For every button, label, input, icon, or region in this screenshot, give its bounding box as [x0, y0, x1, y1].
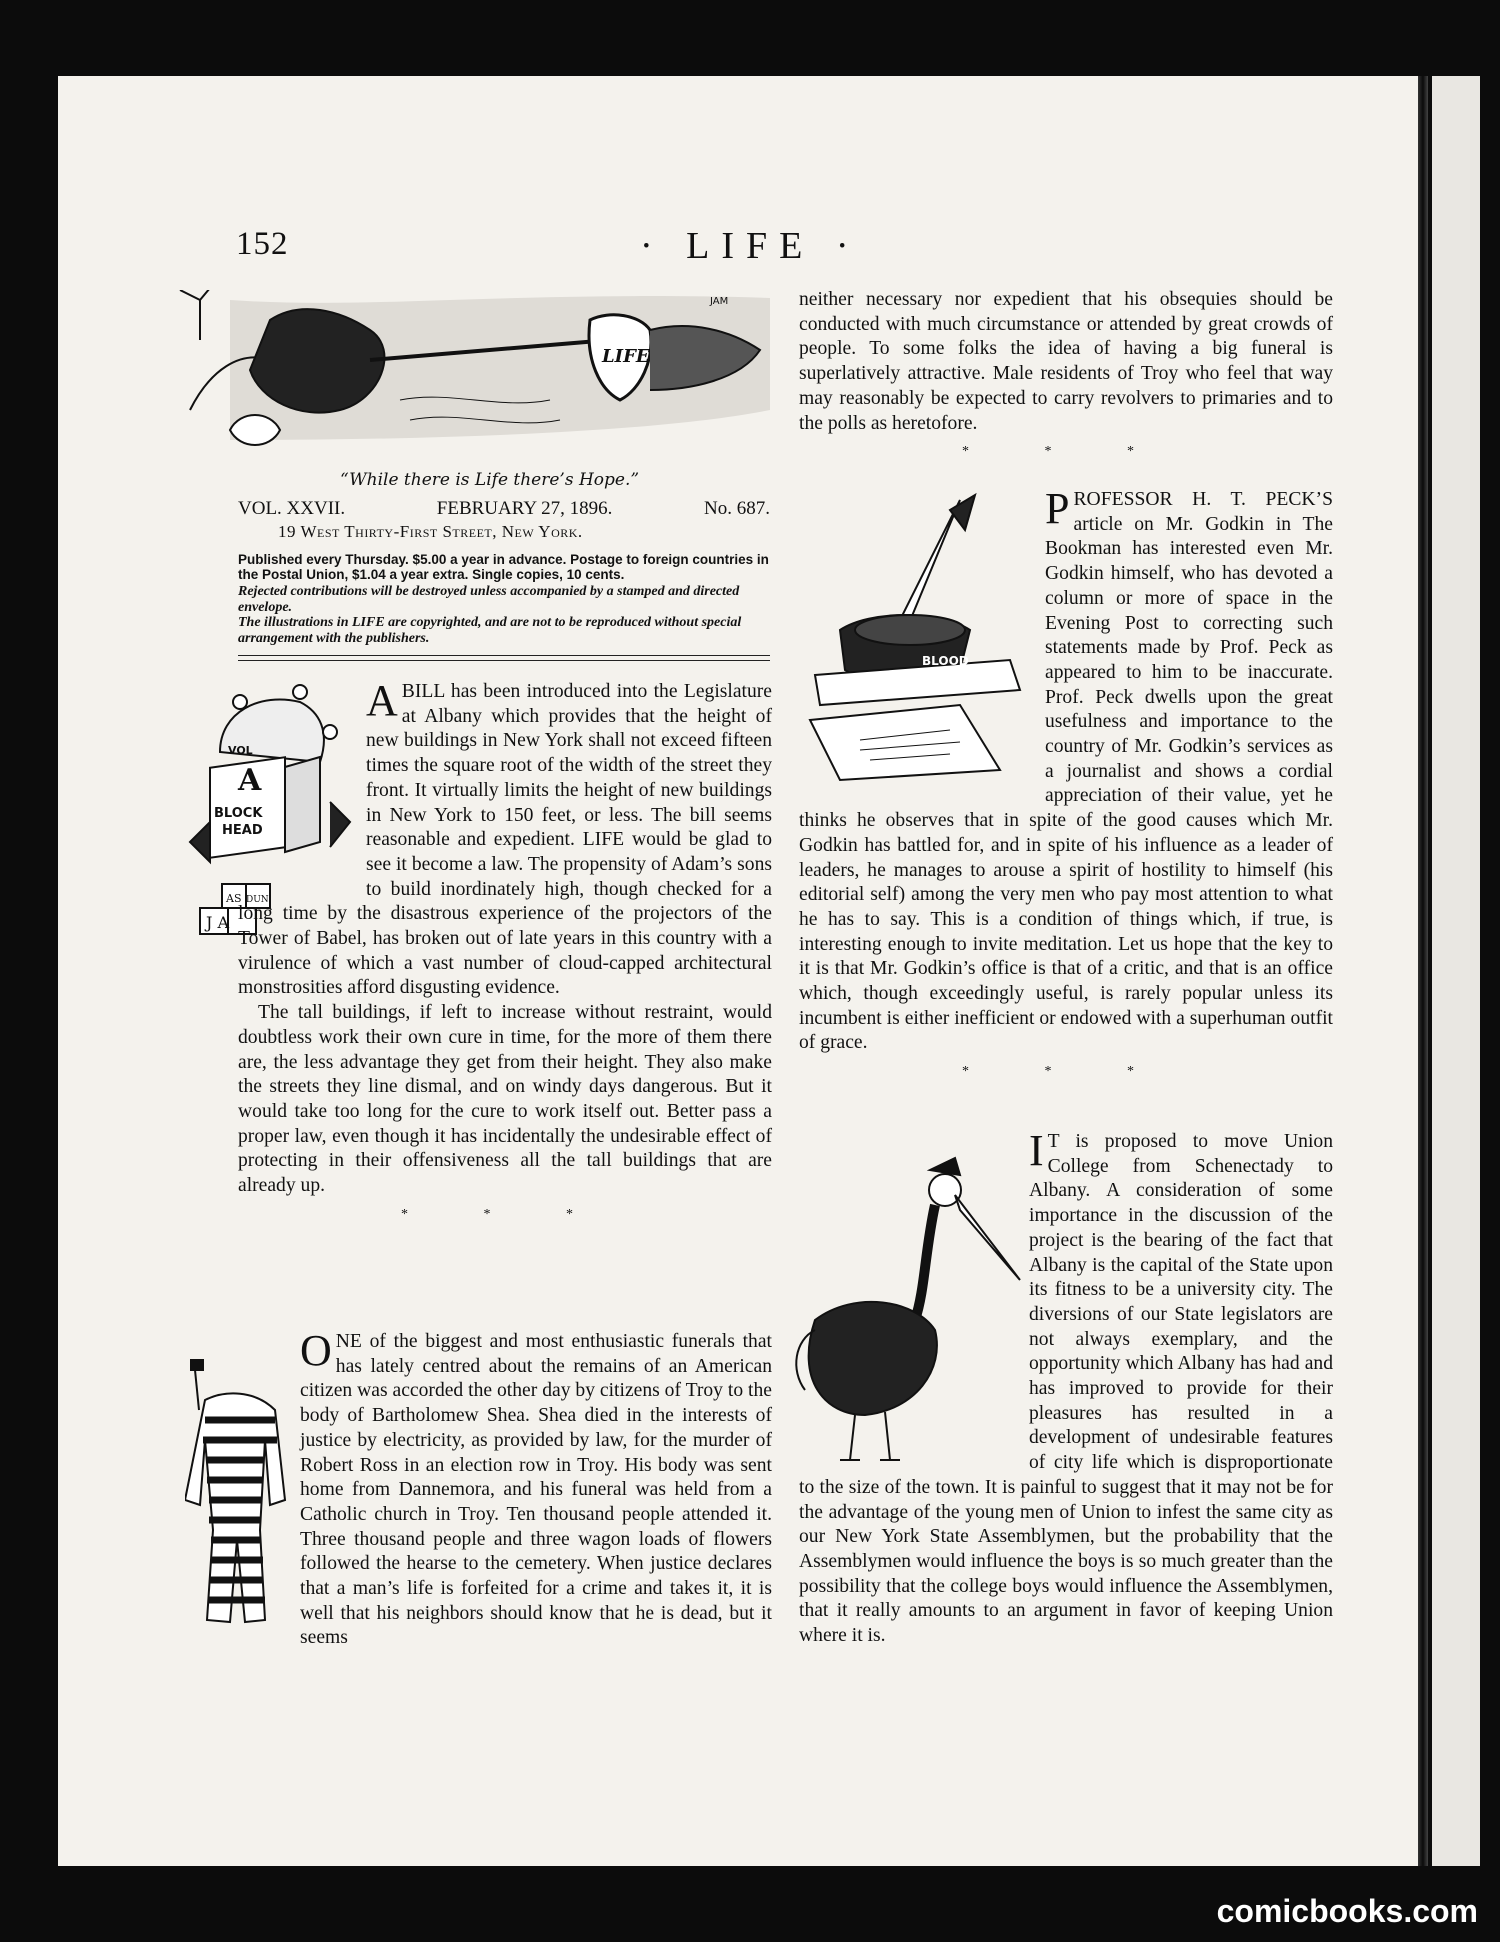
issue-number: No. 687.	[704, 498, 770, 519]
section-separator: * * *	[962, 1064, 1170, 1080]
copyright-notice: The illustrations in LIFE are copyrighted, and are not to be reproduced without special arrangement with the publishers.	[238, 615, 742, 646]
header-rule	[238, 655, 770, 661]
bill-paragraph-1: BILL has been introduced into the Legislature at Albany which provides that the height of new buildings in New York shall not exceed fifteen times the square root of the width of the street they front. It virtually limits the height of new buildings in New York to 150 feet, or less. The bill seems reasonable and expedient. LIFE would be glad to see it become a law. The propensity of Adam’s sons to build inordinately high, though checked for a long time by the disastrous experience of the projectors of the Tower of Babel, has broken out of late years in this country with a virulence of which a vast number of cloud-capped architectural monstrosities afford disgusting evidence.	[238, 681, 772, 999]
publisher-address: 19 West Thirty-First Street, New York.	[278, 522, 583, 541]
float-spacer	[238, 1330, 300, 1640]
volume-number: VOL. XXVII.	[238, 498, 346, 519]
section-separator: * * *	[962, 444, 1170, 460]
publication-notice: Published every Thursday. $5.00 a year in advance. Postage to foreign countries in the Postal Union, $1.04 a year extra. Single copies, 10 cents.	[238, 552, 769, 582]
section-separator: * * *	[401, 1206, 609, 1222]
dropcap-a: A	[366, 676, 398, 725]
page-number: 152	[236, 226, 289, 262]
small-block-as: AS	[226, 892, 242, 905]
page-gutter	[1418, 76, 1428, 1866]
bill-paragraph-2: The tall buildings, if left to increase without restraint, would doubtless work their own cure in time, for the more of them there are, the less advantage they get from their height. They also make the streets they line dismal, and on windy days dangerous. But it would take too long for the cure to work itself out. Better pass a proper law, even though it has incidentally the undesirable effect of protecting in their offensiveness all the tall buildings that are already up.	[238, 1002, 772, 1197]
article-tall-buildings	[238, 676, 772, 1231]
peck-paragraph: ROFESSOR H. T. PECK’S article on Mr. Godkin in The Bookman has interested even Mr. Godkin himself, who has devoted a column or more of space in the Evening Post to correcting such statements made by Prof. Peck as appeared to him to be inaccurate. Prof. Peck dwells upon the great usefulness and importance to the country of Mr. Godkin’s services as a journalist and shows a cordial appreciation of their value, yet he thinks he observes that in spite of the good causes which Mr. Godkin has battled for, and in spite of his influence as a leader of leaders, he manages to arouse a spirit of hostility to himself (his editorial self) among the very men who pay most attention to what he has to say. This is a condition of things which, if true, is interesting enough to invite meditation. Let us hope that the key to it is that Mr. Godkin’s office is that of a critic, and that is an office which, though exceedingly useful, is rarely popular unless its incumbent is either inefficient or endowed with a superhuman outfit of grace.	[799, 489, 1333, 1054]
small-block-ja: J A	[206, 913, 230, 932]
small-block-dun: DUN	[246, 895, 269, 905]
article-godkin	[799, 484, 1333, 1089]
dropcap-o: O	[300, 1326, 332, 1375]
block-letter: A	[238, 763, 262, 798]
jester-hat-label: VOL	[228, 744, 253, 757]
issue-line	[238, 498, 770, 520]
site-watermark: comicbooks.com	[1216, 1893, 1478, 1929]
banner-caption: “While there is Life there’s Hope.”	[340, 470, 640, 490]
article-funeral-continued	[799, 288, 1333, 469]
inkpot-label: BLOOD	[922, 654, 969, 668]
float-spacer	[799, 1130, 1029, 1470]
issue-date: FEBRUARY 27, 1896.	[436, 498, 613, 519]
banner-shield-text: LIFE	[602, 346, 650, 367]
dropcap-p: P	[1045, 484, 1070, 533]
facing-page-edge	[1432, 76, 1480, 1866]
funeral-paragraph: NE of the biggest and most enthusiastic funerals that has lately centred about the remains of an American citizen was accorded the other day by citizens of Troy to the body of Bartholomew Shea. Shea died in the interests of justice by electricity, as provided by law, for the murder of Robert Ross in an election row in Troy. His body was sent home from Dannemora, and his funeral was held from a Catholic church in Troy. Ten thousand people attended it. Three thousand people and three wagon loads of flowers followed the hearse to the cemetery. When justice declares that a man’s life is forfeited for a crime and takes it, it is well that his neighbors should know that he is dead, but it seems	[300, 1331, 772, 1649]
funeral-continuation: neither necessary nor expedient that his obsequies should be conducted with much circumstance or attended by great crowds of people. To some folks the idea of having a big funeral is superlatively attractive. Male residents of Troy who feel that way may reasonably be expected to carry revolvers to primaries and to the polls as heretofore.	[799, 289, 1333, 434]
block-label-head: HEAD	[222, 823, 263, 838]
rejected-contributions-notice: Rejected contributions will be destroyed unless accompanied by a stamped and directed envelope.	[238, 584, 740, 615]
dropcap-i: I	[1029, 1126, 1044, 1175]
float-spacer	[799, 488, 1045, 790]
editorial-notices	[238, 584, 770, 646]
masthead-title: · LIFE ·	[640, 225, 861, 267]
union-paragraph: T is proposed to move Union College from Schenectady to Albany. A consideration of some importance in the discussion of the project is the bearing of the fact that Albany is the capital of the State upon its fitness to be a university city. The diversions of our State legislators are not always exemplary, and the opportunity which Albany has had and has improved to provide for their pleasures has resulted in a development of undesirable features of city life which is disproportionate to the size of the town. It is painful to suggest that it may not be for the advantage of the young men of Union to infest the same city as our New York State Assemblymen, but the probability that the Assemblymen would influence the boys is so much greater than the possibility that the college boys would influence the Assemblymen, that it really amounts to an argument in favor of keeping Union where it is.	[799, 1131, 1333, 1647]
banner-signature: JAM	[710, 296, 729, 307]
block-label-block: BLOCK	[214, 806, 263, 821]
article-funeral	[238, 1326, 772, 1651]
article-union-college	[799, 1126, 1333, 1649]
banner-illustration	[170, 290, 770, 470]
